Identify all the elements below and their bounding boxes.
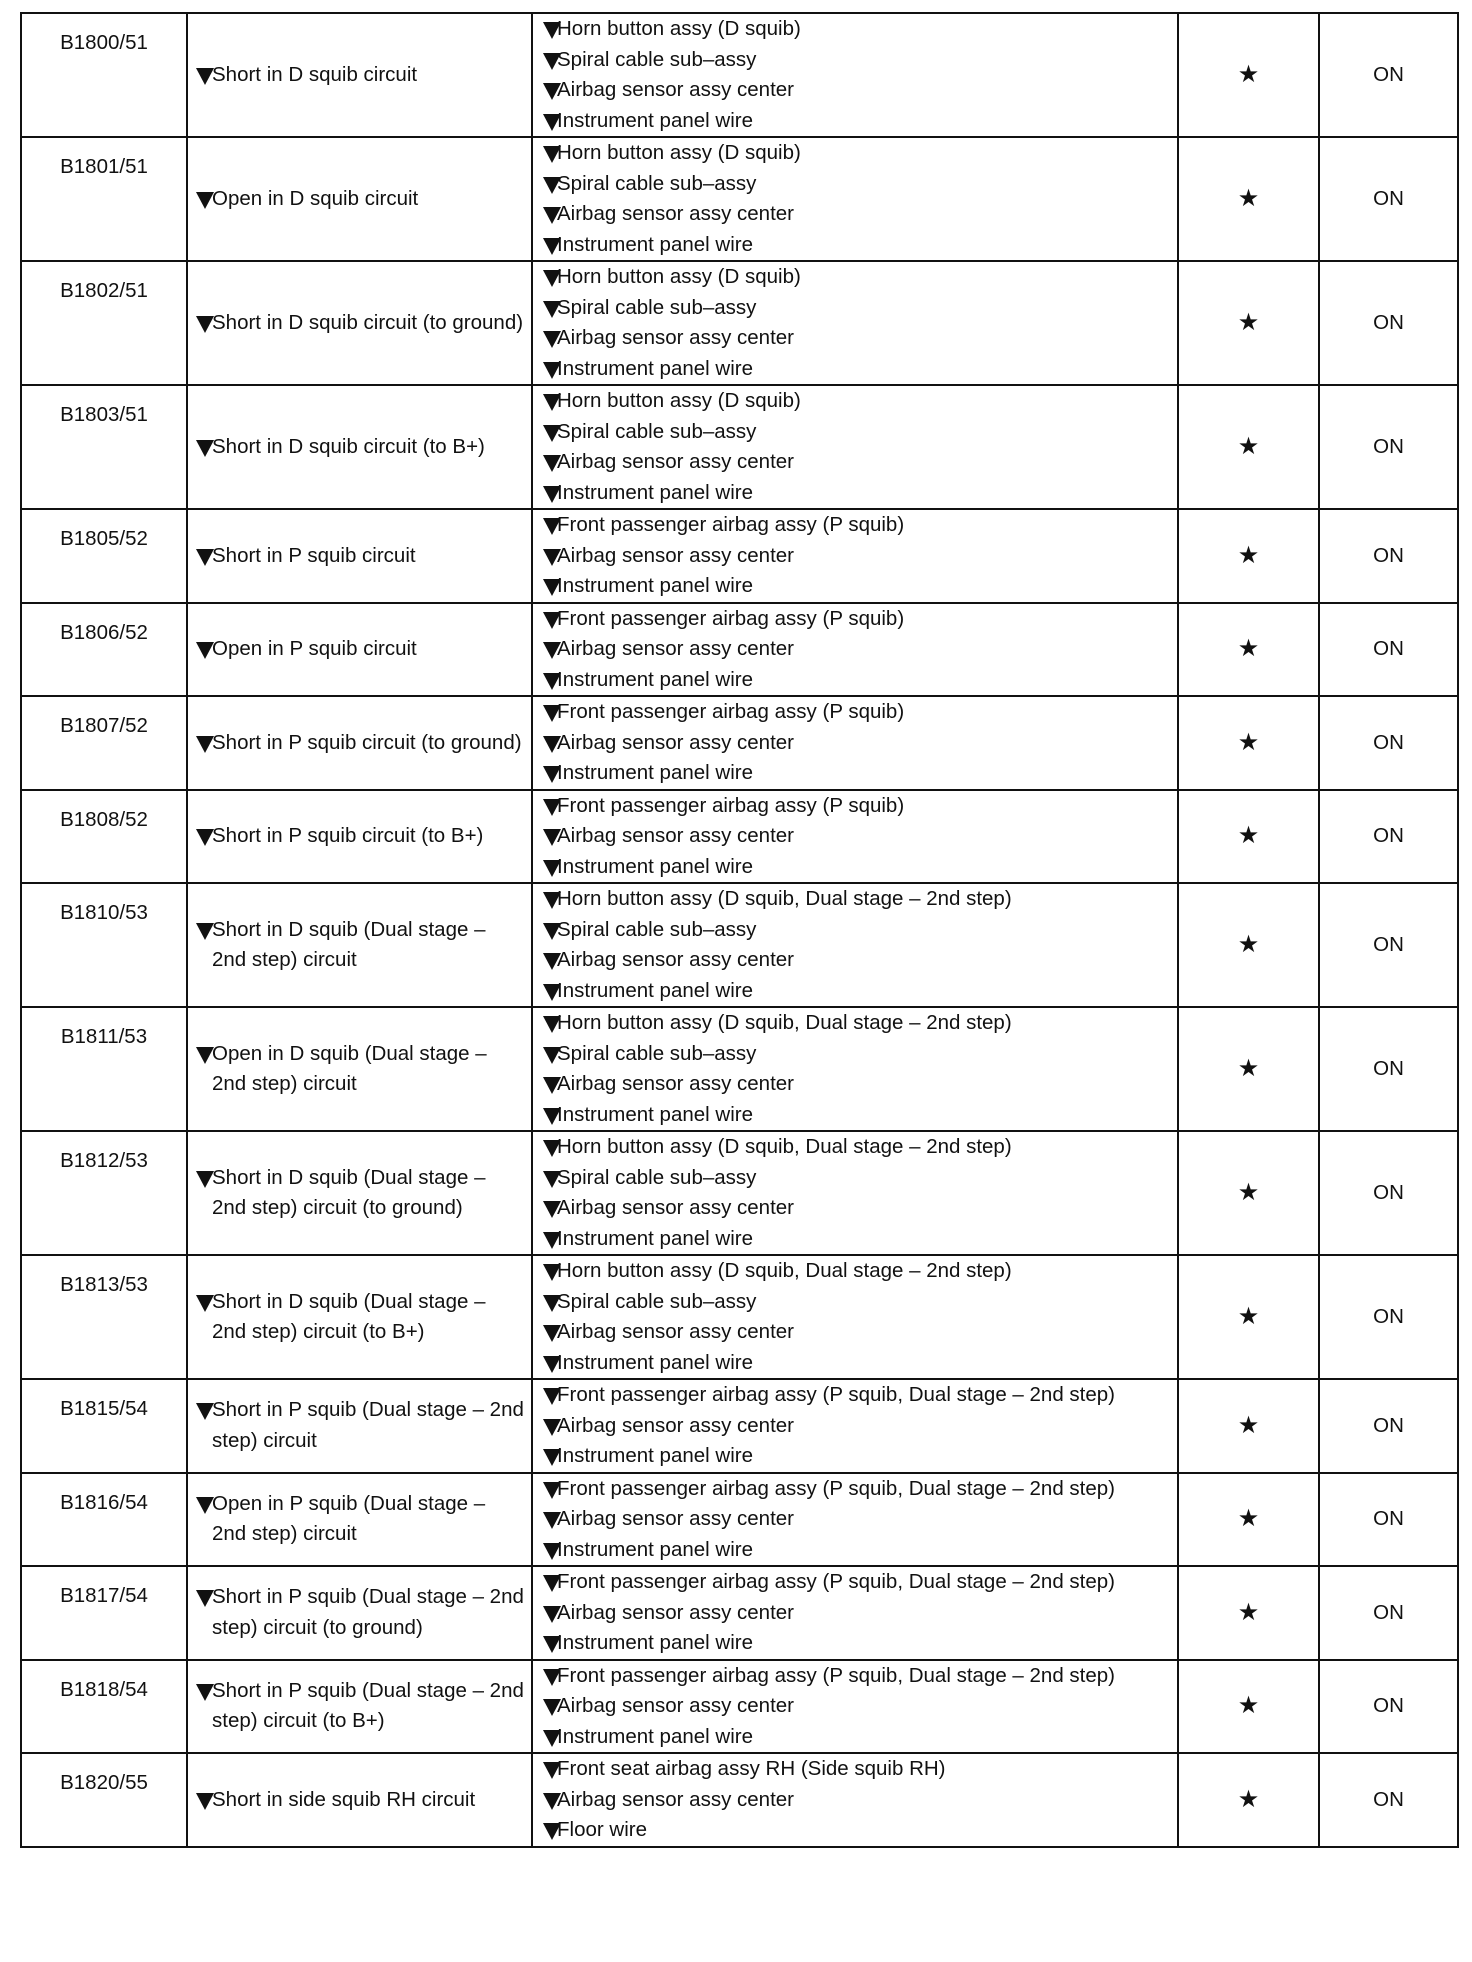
memory-star-cell bbox=[1178, 1131, 1319, 1255]
star-icon: ★ bbox=[1237, 1301, 1260, 1330]
detection-item-cell bbox=[187, 696, 532, 790]
trouble-area-text: Front passenger airbag assy (P squib, Dual stage – 2nd step) bbox=[557, 1663, 1115, 1687]
memory-star-cell bbox=[1178, 1566, 1319, 1660]
trouble-area-item bbox=[533, 915, 1177, 946]
trouble-area-text: Spiral cable sub–assy bbox=[557, 1165, 757, 1189]
warning-light-status: ON bbox=[1319, 1255, 1458, 1379]
dtc-code: B1820/55 bbox=[21, 1753, 187, 1847]
trouble-area-item bbox=[533, 697, 1177, 728]
warning-light-status: ON bbox=[1319, 509, 1458, 603]
trouble-area-item bbox=[533, 1785, 1177, 1816]
trouble-area-cell bbox=[532, 137, 1178, 261]
warning-light-status: ON bbox=[1319, 1379, 1458, 1473]
trouble-area-cell bbox=[532, 1753, 1178, 1847]
dtc-table bbox=[20, 12, 1459, 1848]
star-icon: ★ bbox=[1237, 1597, 1260, 1626]
trouble-area-text: Airbag sensor assy center bbox=[557, 1413, 795, 1437]
warning-light-status: ON bbox=[1319, 385, 1458, 509]
table-row bbox=[21, 509, 1458, 603]
detection-item-text: Short in D squib (Dual stage – 2nd step) circuit (to B+) bbox=[212, 1289, 486, 1343]
trouble-area-text: Horn button assy (D squib) bbox=[557, 389, 801, 412]
memory-star-cell bbox=[1178, 696, 1319, 790]
detection-item-cell bbox=[187, 1379, 532, 1473]
trouble-area-item bbox=[533, 1163, 1177, 1194]
trouble-area-item bbox=[533, 75, 1177, 106]
warning-light-status: ON bbox=[1319, 790, 1458, 884]
trouble-area-item bbox=[533, 478, 1177, 509]
table-row bbox=[21, 883, 1458, 1007]
table-row bbox=[21, 1131, 1458, 1255]
detection-item bbox=[188, 432, 531, 463]
detection-item-text: Open in P squib circuit bbox=[212, 637, 417, 660]
detection-item-text: Short in D squib circuit bbox=[212, 62, 418, 86]
trouble-area-item bbox=[533, 138, 1177, 169]
trouble-area-text: Airbag sensor assy center bbox=[557, 824, 795, 847]
trouble-area-item bbox=[533, 728, 1177, 759]
memory-star-cell bbox=[1178, 509, 1319, 603]
warning-light-status: ON bbox=[1319, 696, 1458, 790]
trouble-area-text: Front passenger airbag assy (P squib) bbox=[557, 700, 905, 723]
memory-star-cell bbox=[1178, 883, 1319, 1007]
dtc-code: B1801/51 bbox=[21, 137, 187, 261]
detection-item-text: Short in P squib circuit (to B+) bbox=[212, 824, 484, 847]
detection-item-text: Open in D squib circuit bbox=[212, 186, 419, 210]
detection-item-cell bbox=[187, 603, 532, 697]
star-icon: ★ bbox=[1237, 1784, 1260, 1813]
trouble-area-item bbox=[533, 976, 1177, 1007]
star-icon: ★ bbox=[1237, 1053, 1260, 1082]
warning-light-status: ON bbox=[1319, 1660, 1458, 1754]
star-icon: ★ bbox=[1237, 183, 1260, 212]
trouble-area-cell bbox=[532, 603, 1178, 697]
warning-light-status: ON bbox=[1319, 1566, 1458, 1660]
detection-item bbox=[188, 1039, 531, 1100]
trouble-area-item bbox=[533, 821, 1177, 852]
trouble-area-item bbox=[533, 884, 1177, 915]
trouble-area-text: Instrument panel wire bbox=[557, 1444, 753, 1467]
trouble-area-item bbox=[533, 386, 1177, 417]
trouble-area-item bbox=[533, 541, 1177, 572]
star-icon: ★ bbox=[1237, 1410, 1260, 1439]
detection-item-text: Short in P squib (Dual stage – 2nd step) circuit (to ground) bbox=[212, 1585, 524, 1639]
memory-star-cell bbox=[1178, 1753, 1319, 1847]
trouble-area-text: Airbag sensor assy center bbox=[557, 730, 795, 754]
detection-item-cell bbox=[187, 1753, 532, 1847]
detection-item bbox=[188, 634, 531, 665]
detection-item bbox=[188, 1287, 531, 1348]
trouble-area-text: Spiral cable sub–assy bbox=[557, 47, 757, 71]
trouble-area-text: Front passenger airbag assy (P squib) bbox=[557, 606, 905, 630]
trouble-area-text: Front passenger airbag assy (P squib) bbox=[557, 793, 905, 817]
trouble-area-cell bbox=[532, 1131, 1178, 1255]
trouble-area-item bbox=[533, 945, 1177, 976]
trouble-area-cell bbox=[532, 1379, 1178, 1473]
dtc-code: B1817/54 bbox=[21, 1566, 187, 1660]
warning-light-status: ON bbox=[1319, 137, 1458, 261]
warning-light-status: ON bbox=[1319, 1007, 1458, 1131]
star-icon: ★ bbox=[1237, 1177, 1260, 1206]
trouble-area-text: Airbag sensor assy center bbox=[557, 948, 795, 971]
trouble-area-item bbox=[533, 1411, 1177, 1442]
trouble-area-text: Spiral cable sub–assy bbox=[557, 1041, 757, 1065]
trouble-area-text: Airbag sensor assy center bbox=[557, 202, 795, 225]
trouble-area-item bbox=[533, 417, 1177, 448]
trouble-area-item bbox=[533, 169, 1177, 200]
detection-item-cell bbox=[187, 1566, 532, 1660]
table-row bbox=[21, 261, 1458, 385]
star-icon: ★ bbox=[1237, 727, 1260, 756]
trouble-area-item bbox=[533, 1256, 1177, 1287]
trouble-area-item bbox=[533, 1380, 1177, 1411]
table-row bbox=[21, 603, 1458, 697]
star-icon: ★ bbox=[1237, 59, 1260, 88]
trouble-area-item bbox=[533, 1815, 1177, 1846]
detection-item-cell bbox=[187, 1255, 532, 1379]
trouble-area-cell bbox=[532, 509, 1178, 603]
table-row bbox=[21, 1753, 1458, 1847]
detection-item-text: Short in D squib circuit (to B+) bbox=[212, 434, 485, 458]
trouble-area-text: Horn button assy (D squib, Dual stage – 2nd step) bbox=[557, 887, 1012, 910]
table-row bbox=[21, 1473, 1458, 1567]
trouble-area-item bbox=[533, 791, 1177, 822]
trouble-area-item bbox=[533, 1008, 1177, 1039]
detection-item-text: Short in side squib RH circuit bbox=[212, 1787, 476, 1811]
trouble-area-text: Instrument panel wire bbox=[557, 1631, 753, 1654]
trouble-area-item bbox=[533, 230, 1177, 261]
detection-item bbox=[188, 184, 531, 215]
trouble-area-item bbox=[533, 1628, 1177, 1659]
trouble-area-cell bbox=[532, 883, 1178, 1007]
trouble-area-text: Airbag sensor assy center bbox=[557, 1694, 795, 1717]
dtc-code: B1807/52 bbox=[21, 696, 187, 790]
detection-item-cell bbox=[187, 883, 532, 1007]
trouble-area-cell bbox=[532, 261, 1178, 385]
warning-light-status: ON bbox=[1319, 261, 1458, 385]
table-row bbox=[21, 1566, 1458, 1660]
trouble-area-text: Horn button assy (D squib) bbox=[557, 141, 801, 164]
dtc-code: B1812/53 bbox=[21, 1131, 187, 1255]
detection-item-cell bbox=[187, 790, 532, 884]
trouble-area-text: Instrument panel wire bbox=[557, 1537, 753, 1561]
table-row bbox=[21, 1379, 1458, 1473]
detection-item-cell bbox=[187, 385, 532, 509]
detection-item bbox=[188, 60, 531, 91]
trouble-area-text: Airbag sensor assy center bbox=[557, 1320, 795, 1343]
trouble-area-text: Airbag sensor assy center bbox=[557, 1196, 795, 1219]
trouble-area-text: Instrument panel wire bbox=[557, 761, 753, 784]
trouble-area-item bbox=[533, 1348, 1177, 1379]
trouble-area-item bbox=[533, 1317, 1177, 1348]
detection-item bbox=[188, 1395, 531, 1456]
table-row bbox=[21, 385, 1458, 509]
detection-item bbox=[188, 821, 531, 852]
trouble-area-item bbox=[533, 665, 1177, 696]
memory-star-cell bbox=[1178, 603, 1319, 697]
detection-item bbox=[188, 1163, 531, 1224]
detection-item-cell bbox=[187, 1131, 532, 1255]
memory-star-cell bbox=[1178, 13, 1319, 137]
trouble-area-item bbox=[533, 1287, 1177, 1318]
trouble-area-text: Instrument panel wire bbox=[557, 1102, 753, 1126]
trouble-area-item bbox=[533, 323, 1177, 354]
trouble-area-text: Front passenger airbag assy (P squib, Dual stage – 2nd step) bbox=[557, 1570, 1115, 1593]
trouble-area-item bbox=[533, 1504, 1177, 1535]
dtc-code: B1808/52 bbox=[21, 790, 187, 884]
trouble-area-item bbox=[533, 758, 1177, 789]
detection-item-cell bbox=[187, 1007, 532, 1131]
star-icon: ★ bbox=[1237, 1504, 1260, 1532]
trouble-area-cell bbox=[532, 696, 1178, 790]
trouble-area-text: Airbag sensor assy center bbox=[557, 1787, 795, 1811]
warning-light-status: ON bbox=[1319, 603, 1458, 697]
trouble-area-text: Airbag sensor assy center bbox=[557, 1600, 795, 1624]
trouble-area-text: Instrument panel wire bbox=[557, 574, 753, 597]
trouble-area-cell bbox=[532, 1473, 1178, 1567]
trouble-area-item bbox=[533, 199, 1177, 230]
detection-item-cell bbox=[187, 261, 532, 385]
trouble-area-cell bbox=[532, 790, 1178, 884]
trouble-area-cell bbox=[532, 1007, 1178, 1131]
table-row bbox=[21, 137, 1458, 261]
memory-star-cell bbox=[1178, 1660, 1319, 1754]
detection-item-cell bbox=[187, 509, 532, 603]
trouble-area-text: Instrument panel wire bbox=[557, 356, 753, 380]
detection-item bbox=[188, 728, 531, 759]
dtc-code: B1806/52 bbox=[21, 603, 187, 697]
memory-star-cell bbox=[1178, 790, 1319, 884]
trouble-area-item bbox=[533, 1224, 1177, 1255]
trouble-area-text: Horn button assy (D squib) bbox=[557, 17, 801, 40]
trouble-area-item bbox=[533, 510, 1177, 541]
trouble-area-item bbox=[533, 354, 1177, 385]
detection-item-text: Short in D squib (Dual stage – 2nd step) circuit bbox=[212, 917, 486, 971]
dtc-table-body bbox=[21, 13, 1458, 1847]
table-row bbox=[21, 13, 1458, 137]
trouble-area-item bbox=[533, 1567, 1177, 1598]
trouble-area-item bbox=[533, 1722, 1177, 1753]
trouble-area-item bbox=[533, 1100, 1177, 1131]
trouble-area-cell bbox=[532, 13, 1178, 137]
trouble-area-text: Front seat airbag assy RH (Side squib RH) bbox=[557, 1757, 946, 1780]
trouble-area-text: Instrument panel wire bbox=[557, 1226, 753, 1250]
trouble-area-text: Floor wire bbox=[557, 1818, 647, 1841]
trouble-area-item bbox=[533, 571, 1177, 602]
table-row bbox=[21, 1660, 1458, 1754]
trouble-area-text: Instrument panel wire bbox=[557, 854, 753, 878]
trouble-area-text: Horn button assy (D squib, Dual stage – 2nd step) bbox=[557, 1135, 1012, 1158]
trouble-area-text: Airbag sensor assy center bbox=[557, 1507, 795, 1530]
detection-item-cell bbox=[187, 137, 532, 261]
detection-item-text: Open in D squib (Dual stage – 2nd step) circuit bbox=[212, 1041, 487, 1095]
trouble-area-text: Airbag sensor assy center bbox=[557, 78, 795, 101]
dtc-code: B1818/54 bbox=[21, 1660, 187, 1754]
dtc-code: B1813/53 bbox=[21, 1255, 187, 1379]
trouble-area-cell bbox=[532, 1255, 1178, 1379]
trouble-area-text: Instrument panel wire bbox=[557, 978, 753, 1002]
trouble-area-item bbox=[533, 1691, 1177, 1722]
detection-item bbox=[188, 915, 531, 976]
detection-item-cell bbox=[187, 1473, 532, 1567]
detection-item bbox=[188, 1785, 531, 1816]
detection-item bbox=[188, 1582, 531, 1643]
trouble-area-cell bbox=[532, 1660, 1178, 1754]
warning-light-status: ON bbox=[1319, 1131, 1458, 1255]
trouble-area-text: Front passenger airbag assy (P squib, Dual stage – 2nd step) bbox=[557, 1476, 1115, 1500]
detection-item-cell bbox=[187, 1660, 532, 1754]
trouble-area-item bbox=[533, 1661, 1177, 1692]
warning-light-status: ON bbox=[1319, 1753, 1458, 1847]
dtc-code: B1802/51 bbox=[21, 261, 187, 385]
detection-item-text: Short in D squib circuit (to ground) bbox=[212, 310, 524, 334]
memory-star-cell bbox=[1178, 1007, 1319, 1131]
trouble-area-item bbox=[533, 604, 1177, 635]
table-row bbox=[21, 696, 1458, 790]
memory-star-cell bbox=[1178, 1473, 1319, 1567]
trouble-area-item bbox=[533, 447, 1177, 478]
dtc-code: B1815/54 bbox=[21, 1379, 187, 1473]
detection-item-text: Short in P squib circuit (to ground) bbox=[212, 730, 522, 754]
trouble-area-item bbox=[533, 45, 1177, 76]
trouble-area-cell bbox=[532, 1566, 1178, 1660]
trouble-area-text: Instrument panel wire bbox=[557, 667, 753, 691]
detection-item-text: Short in P squib circuit bbox=[212, 543, 416, 567]
trouble-area-item bbox=[533, 1132, 1177, 1163]
trouble-area-text: Spiral cable sub–assy bbox=[557, 171, 757, 195]
trouble-area-text: Instrument panel wire bbox=[557, 1350, 753, 1374]
table-row bbox=[21, 1255, 1458, 1379]
dtc-code: B1800/51 bbox=[21, 13, 187, 137]
detection-item-text: Short in P squib (Dual stage – 2nd step) circuit (to B+) bbox=[212, 1678, 524, 1733]
warning-light-status: ON bbox=[1319, 883, 1458, 1007]
table-row bbox=[21, 790, 1458, 884]
detection-item bbox=[188, 1489, 531, 1550]
detection-item bbox=[188, 541, 531, 572]
trouble-area-item bbox=[533, 106, 1177, 137]
star-icon: ★ bbox=[1237, 821, 1260, 849]
memory-star-cell bbox=[1178, 1379, 1319, 1473]
trouble-area-item bbox=[533, 1193, 1177, 1224]
trouble-area-text: Front passenger airbag assy (P squib) bbox=[557, 513, 905, 536]
detection-item-text: Short in P squib (Dual stage – 2nd step) circuit bbox=[212, 1398, 524, 1452]
memory-star-cell bbox=[1178, 1255, 1319, 1379]
trouble-area-text: Spiral cable sub–assy bbox=[557, 1289, 757, 1313]
dtc-code: B1811/53 bbox=[21, 1007, 187, 1131]
star-icon: ★ bbox=[1237, 431, 1260, 460]
trouble-area-text: Spiral cable sub–assy bbox=[557, 917, 757, 941]
trouble-area-item bbox=[533, 1474, 1177, 1505]
star-icon: ★ bbox=[1237, 1691, 1260, 1719]
star-icon: ★ bbox=[1237, 307, 1260, 336]
detection-item bbox=[188, 1676, 531, 1737]
trouble-area-text: Spiral cable sub–assy bbox=[557, 419, 757, 443]
trouble-area-item bbox=[533, 852, 1177, 883]
trouble-area-item bbox=[533, 1598, 1177, 1629]
detection-item-cell bbox=[187, 13, 532, 137]
trouble-area-item bbox=[533, 1069, 1177, 1100]
detection-item bbox=[188, 308, 531, 339]
trouble-area-text: Front passenger airbag assy (P squib, Dual stage – 2nd step) bbox=[557, 1383, 1115, 1406]
warning-light-status: ON bbox=[1319, 1473, 1458, 1567]
trouble-area-text: Airbag sensor assy center bbox=[557, 326, 795, 349]
trouble-area-item bbox=[533, 262, 1177, 293]
memory-star-cell bbox=[1178, 137, 1319, 261]
trouble-area-item bbox=[533, 293, 1177, 324]
warning-light-status: ON bbox=[1319, 13, 1458, 137]
dtc-code: B1816/54 bbox=[21, 1473, 187, 1567]
trouble-area-text: Instrument panel wire bbox=[557, 108, 753, 132]
star-icon: ★ bbox=[1237, 929, 1260, 958]
dtc-code: B1803/51 bbox=[21, 385, 187, 509]
trouble-area-item bbox=[533, 1039, 1177, 1070]
trouble-area-text: Airbag sensor assy center bbox=[557, 637, 795, 660]
star-icon: ★ bbox=[1237, 634, 1260, 662]
detection-item-text: Open in P squib (Dual stage – 2nd step) circuit bbox=[212, 1491, 486, 1546]
trouble-area-text: Horn button assy (D squib, Dual stage – 2nd step) bbox=[557, 1259, 1012, 1282]
trouble-area-cell bbox=[532, 385, 1178, 509]
trouble-area-item bbox=[533, 1535, 1177, 1566]
detection-item-text: Short in D squib (Dual stage – 2nd step) circuit (to ground) bbox=[212, 1165, 486, 1219]
trouble-area-text: Airbag sensor assy center bbox=[557, 450, 795, 473]
table-row bbox=[21, 1007, 1458, 1131]
trouble-area-item bbox=[533, 1754, 1177, 1785]
trouble-area-text: Airbag sensor assy center bbox=[557, 1072, 795, 1095]
trouble-area-item bbox=[533, 14, 1177, 45]
trouble-area-text: Airbag sensor assy center bbox=[557, 543, 795, 567]
trouble-area-text: Horn button assy (D squib, Dual stage – 2nd step) bbox=[557, 1011, 1012, 1034]
memory-star-cell bbox=[1178, 385, 1319, 509]
trouble-area-text: Instrument panel wire bbox=[557, 1724, 753, 1748]
trouble-area-text: Spiral cable sub–assy bbox=[557, 295, 757, 319]
star-icon: ★ bbox=[1237, 540, 1260, 569]
trouble-area-item bbox=[533, 1441, 1177, 1472]
dtc-code: B1810/53 bbox=[21, 883, 187, 1007]
memory-star-cell bbox=[1178, 261, 1319, 385]
trouble-area-text: Instrument panel wire bbox=[557, 480, 753, 504]
trouble-area-item bbox=[533, 634, 1177, 665]
trouble-area-text: Horn button assy (D squib) bbox=[557, 265, 801, 288]
dtc-code: B1805/52 bbox=[21, 509, 187, 603]
trouble-area-text: Instrument panel wire bbox=[557, 232, 753, 256]
